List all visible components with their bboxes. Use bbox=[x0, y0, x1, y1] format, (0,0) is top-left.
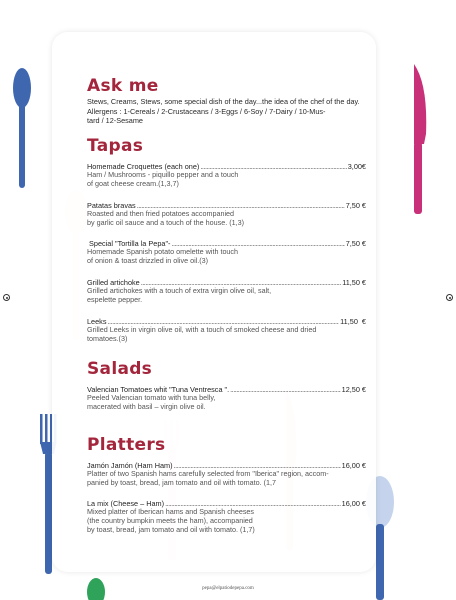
section-title-platters: Platters bbox=[87, 434, 166, 455]
menu-item-description: panied by toast, bread, jam tomato and oil with tomato. (1,7 bbox=[87, 477, 276, 487]
menu-item-price: 12,50 € bbox=[341, 384, 366, 394]
menu-item bbox=[87, 317, 366, 344]
menu-item-description: espelette pepper. bbox=[87, 295, 143, 305]
menu-item-price: 3,00€ bbox=[347, 161, 366, 171]
menu-item-price: 16,00 € bbox=[341, 460, 366, 470]
menu-item-description: by garlic oil sauce and a touch of the house. (1,3) bbox=[87, 217, 245, 227]
menu-item-price: 16,00 € bbox=[341, 499, 366, 509]
menu-item-price: 7,50 € bbox=[345, 200, 366, 210]
menu-item-description: (the country bumpkin meets the ham), accompanied bbox=[87, 516, 253, 526]
menu-item-name: La mix (Cheese – Ham) bbox=[87, 499, 165, 509]
section-tapas bbox=[87, 136, 366, 344]
menu-item bbox=[87, 461, 366, 488]
menu-item bbox=[87, 201, 366, 228]
menu-card bbox=[52, 32, 376, 572]
menu-item-name: Jamón Jamón (Ham Ham) bbox=[87, 460, 173, 470]
menu-item-name: Patatas bravas bbox=[87, 200, 136, 210]
menu-item-description: macerated with basil – virgin olive oil. bbox=[87, 401, 206, 411]
menu-item-description: Peeled Valencian tomato with tuna belly, bbox=[87, 392, 216, 402]
menu-item-description: by toast, bread, jam tomato and oil with tomato. (1,7) bbox=[87, 525, 255, 535]
knife-icon-magenta-right bbox=[410, 64, 428, 214]
menu-item bbox=[87, 239, 366, 266]
menu-item-description: Roasted and then fried potatoes accompanied bbox=[87, 208, 235, 218]
menu-item bbox=[87, 499, 366, 535]
menu-item-name: Valencian Tomatoes whit "Tuna Ventresca ". bbox=[87, 384, 230, 394]
menu-item-price: 7,50 € bbox=[345, 239, 366, 249]
ask-me-allergens-line1: Allergens : 1-Cereals / 2-Crustaceans / 3-Eggs / 6-Soy / 7-Dairy / 10-Mus- bbox=[87, 106, 326, 116]
menu-item-description: Grilled artichokes with a touch of extra virgin olive oil, salt, bbox=[87, 286, 272, 296]
section-platters bbox=[87, 435, 366, 536]
menu-item bbox=[87, 278, 366, 305]
menu-item-description: Grilled Leeks in virgin olive oil, with a touch of smoked cheese and dried bbox=[87, 325, 317, 335]
spoon-icon-blue-left bbox=[10, 68, 34, 188]
registration-mark-left bbox=[3, 294, 10, 301]
menu-item-price: 11,50 € bbox=[340, 317, 366, 327]
dot-leader bbox=[230, 385, 340, 394]
section-salads bbox=[87, 359, 366, 412]
menu-item-description: tomatoes.(3) bbox=[87, 333, 128, 343]
section-ask-me bbox=[87, 76, 366, 126]
menu-item-description: of onion & toast drizzled in olive oil.(3) bbox=[87, 256, 209, 266]
menu-item bbox=[87, 385, 366, 412]
ask-me-allergens-line2: tard / 12-Sesame bbox=[87, 116, 143, 126]
menu-item-description: Platter of two Spanish hams carefully selected from "Iberica" region, accom- bbox=[87, 468, 329, 478]
menu-item-description: of goat cheese cream.(1,3,7) bbox=[87, 178, 179, 188]
menu-item-name: Homemade Croquettes (each one) bbox=[87, 161, 200, 171]
menu-item-description: Homemade Spanish potato omelette with touch bbox=[87, 247, 239, 257]
menu-item-name: Special "Tortilla la Pepa"- bbox=[87, 239, 171, 249]
menu-item bbox=[87, 162, 366, 189]
footer-email: pepa@elpatiodepepa.com bbox=[202, 586, 254, 591]
section-title-tapas: Tapas bbox=[87, 135, 144, 156]
ask-me-text bbox=[87, 97, 366, 126]
menu-item-description: Mixed platter of Iberican hams and Spanish cheeses bbox=[87, 507, 255, 517]
menu-item-name: Grilled artichoke bbox=[87, 278, 140, 288]
menu-item-description: Ham / Mushrooms - piquillo pepper and a touch bbox=[87, 169, 239, 179]
menu-item-name: Leeks bbox=[87, 317, 107, 327]
section-title-ask-me: Ask me bbox=[87, 76, 159, 96]
ask-me-description: Stews, Creams, Stews, some special dish of the day...the idea of the chef of the day. bbox=[87, 97, 360, 106]
registration-mark-right bbox=[446, 294, 453, 301]
section-title-salads: Salads bbox=[87, 358, 153, 379]
menu-item-price: 11,50 € bbox=[342, 278, 366, 288]
